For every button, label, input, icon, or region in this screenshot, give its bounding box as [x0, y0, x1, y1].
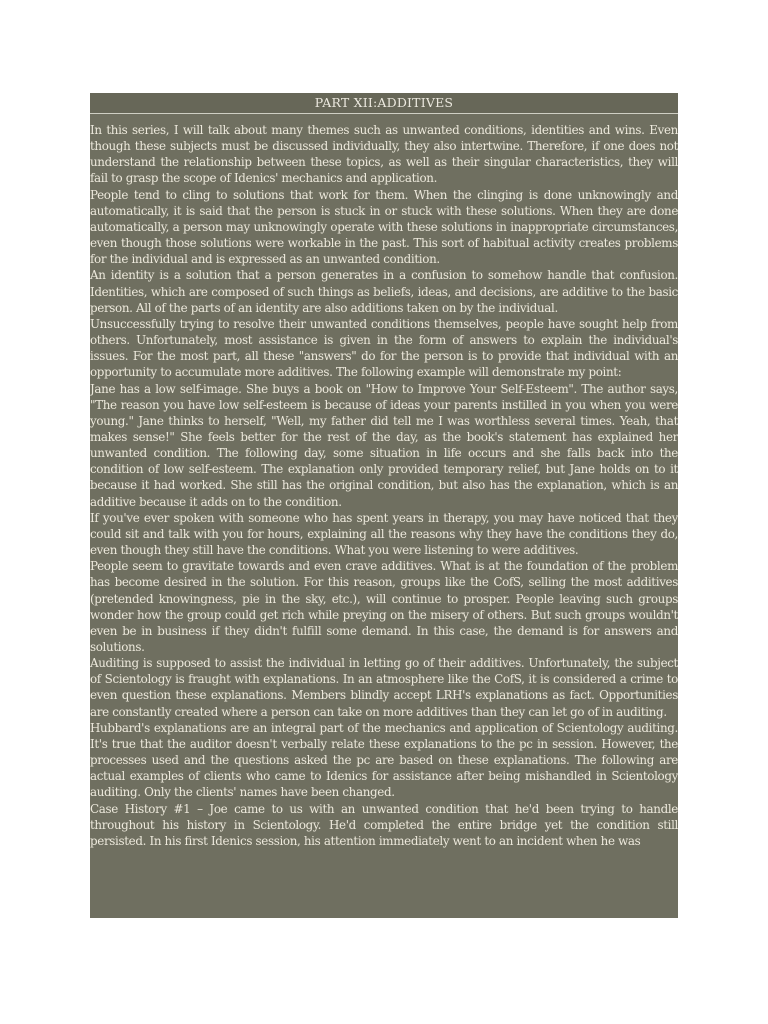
paragraph: Jane has a low self-image. She buys a book on "How to Improve Your Self-Esteem". The author says, "The reason you have low self-esteem is because of ideas your parents instilled in you when you were young." Jane thinks to herself, "Well, my father did tell me I was worthless several times. Yeah, that makes sense!" She feels better for the rest of the day, as the book's statement has explained her unwanted condition. The following day, some situation in life occurs and she falls back into the condition of low self-esteem. The explanation only provided temporary relief, but Jane holds on to it because it had worked. She still has the original condition, but also has the explanation, which is an additive because it adds on to the condition. — [90, 381, 678, 509]
paragraph: Case History #1 – Joe came to us with an unwanted condition that he'd been trying to handle throughout his history in Scientology. He'd completed the entire bridge yet the condition still persisted. In his first Idenics session, his attention immediately went to an incident when he was — [90, 801, 678, 848]
document-page — [90, 93, 678, 918]
paragraph: If you've ever spoken with someone who has spent years in therapy, you may have noticed that they could sit and talk with you for hours, explaining all the reasons why they have the conditions they do, even though they still have the conditions. What you were listening to were additives. — [90, 510, 678, 558]
paragraph: In this series, I will talk about many themes such as unwanted conditions, identities and wins. Even though these subjects must be discussed individually, they also intertwine. Therefore, if one does not understand the relationship between these topics, as well as their singular characteristics, they will fail to grasp the scope of Idenics' mechanics and application. — [90, 123, 678, 186]
paragraph: People seem to gravitate towards and even crave additives. What is at the foundation of the problem has become desired in the solution. For this reason, groups like the CofS, selling the most additives (pretended knowingness, pie in the sky, etc.), will continue to prosper. People leaving such groups wonder how the group could get rich while preying on the misery of others. But such groups wouldn't even be in business if they didn't fulfill some demand. In this case, the demand is for answers and solutions. — [90, 559, 678, 654]
article-body — [90, 114, 678, 849]
paragraph: Auditing is supposed to assist the individual in letting go of their additives. Unfortunately, the subject of Scientology is fraught with explanations. In an atmosphere like the CofS, it is considered a crime to even question these explanations. Members blindly accept LRH's explanations as fact. Opportunities are constantly created where a person can take on more additives than they can let go of in auditing. — [90, 656, 678, 719]
paragraph: Unsuccessfully trying to resolve their unwanted conditions themselves, people have sought help from others. Unfortunately, most assistance is given in the form of answers to explain the individual's issues. For the most part, all these "answers" do for the person is to provide that individual with an opportunity to accumulate more additives. The following example will demonstrate my point: — [90, 316, 678, 380]
paragraph: An identity is a solution that a person generates in a confusion to somehow handle that confusion. Identities, which are composed of such things as beliefs, ideas, and decisions, are additive to the basic person. All of the parts of an identity are also additions taken on by the individual. — [90, 268, 678, 315]
page-title: PART XII:ADDITIVES — [90, 93, 678, 114]
paragraph: People tend to cling to solutions that work for them. When the clinging is done unknowingly and automatically, it is said that the person is stuck in or stuck with these solutions. When they are done automatically, a person may unknowingly operate with these solutions in inappropriate circumstances, even though those solutions were workable in the past. This sort of habitual activity creates problems for the individual and is expressed as an unwanted condition. — [90, 187, 678, 267]
paragraph: Hubbard's explanations are an integral part of the mechanics and application of Scientology auditing. It's true that the auditor doesn't verbally relate these explanations to the pc in session. However, the processes used and the questions asked the pc are based on these explanations. The following are actual examples of clients who came to Idenics for assistance after being mishandled in Scientology auditing. Only the clients' names have been changed. — [90, 720, 678, 800]
